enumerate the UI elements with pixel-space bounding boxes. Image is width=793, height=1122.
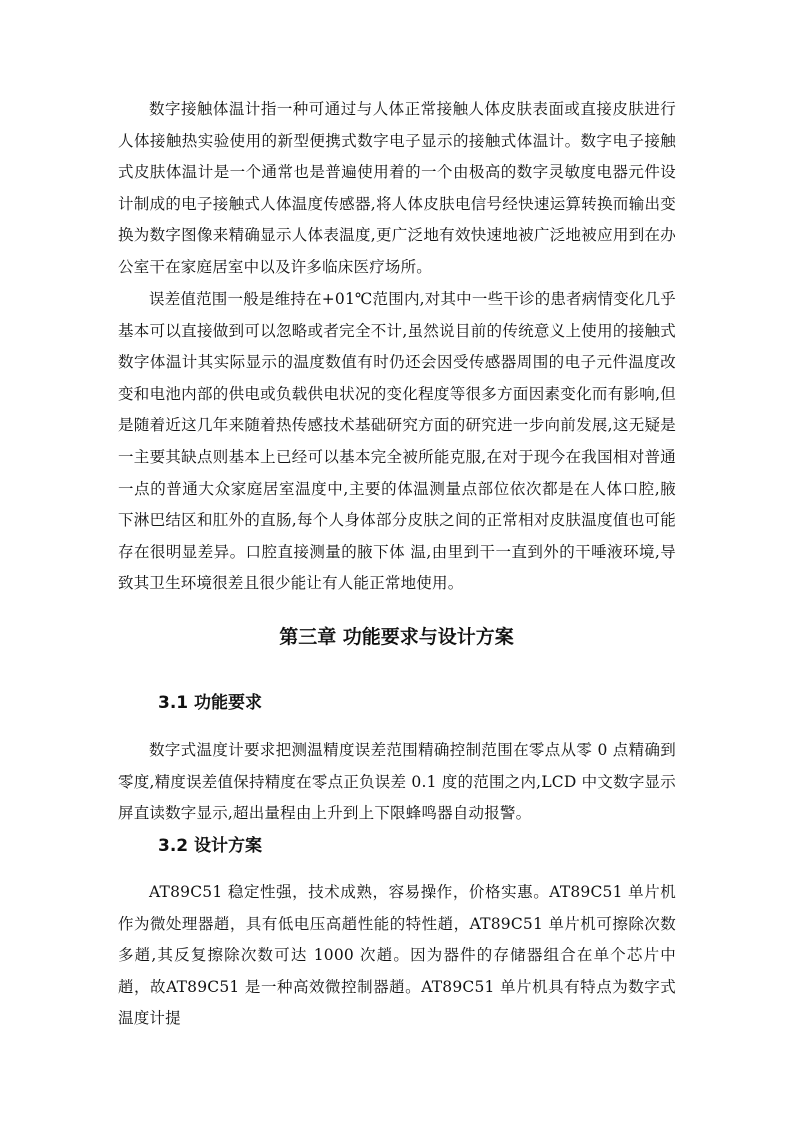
body-paragraph-1: 数字接触体温计指一种可通过与人体正常接触人体皮肤表面或直接皮肤进行人体接触热实验使用的新型便携式数字电子显示的接触式体温计。数字电子接触式皮肤体温计是一个通常也是普遍使用着的一个由极高的数字灵敏度电器元件设计制成的电子接触式人体温度传感器,将人体皮肤电信号经快速运算转换而输出变换为数字图像来精确显示人体表温度,更广泛地有效快速地被广泛地被应用到在办公室干在家庭居室中以及许多临床医疗场所。 (118, 100, 676, 276)
section-heading-3-1: 3.1 功能要求 (158, 693, 263, 713)
chapter-title: 第三章 功能要求与设计方案 (279, 626, 514, 648)
section-heading-3-2: 3.2 设计方案 (158, 836, 263, 856)
body-paragraph-2: 误差值范围一般是维持在+01℃范围内,对其中一些干诊的患者病情变化几乎基本可以直接做到可以忽略或者完全不计,虽然说目前的传统意义上使用的接触式数字体温计其实际显示的温度数值有时仍还会因受传感器周围的电子元件温度改变和电池内部的供电或负载供电状况的变化程度等很多方面因素变化而有影响,但是随着近这几年来随着热传感技术基础研究方面的研究进一步向前发展,这无疑是一主要其缺点则基本上已经可以基本完全被所能克服,在对于现今在我国相对普通一点的普通大众家庭居室温度中,主要的体温测量点部位依次都是在人体口腔,腋下淋巴结区和肛外的直肠,每个人身体部分皮肤之间的正常相对皮肤温度值也可能存在很明显差异。口腔直接测量的腋下体 温,由里到干一直到外的干唾液环境,导致其卫生环境很差且很少能让有人能正常地使用。 (118, 290, 676, 593)
body-paragraph-3: 数字式温度计要求把测温精度误差范围精确控制范围在零点从零 0 点精确到零度,精度误差值保持精度在零点正负误差 0.1 度的范围之内,LCD 中文数字显示屏直读数字显示,超出量程由上升到上下限蜂鸣器自动报警。 (118, 741, 676, 823)
body-paragraph-4: AT89C51 稳定性强，技术成熟，容易操作，价格实惠。AT89C51 单片机作为微处理器趙，具有低电压高趙性能的特性趙，AT89C51 单片机可擦除次数多趙,其反复擦除次数可达 1000 次趙。因为器件的存储器组合在单个芯片中趙，故AT89C51 是一种高效微控制器趙。AT89C51 单片机具有特点为数字式温度计提 (118, 883, 676, 1028)
